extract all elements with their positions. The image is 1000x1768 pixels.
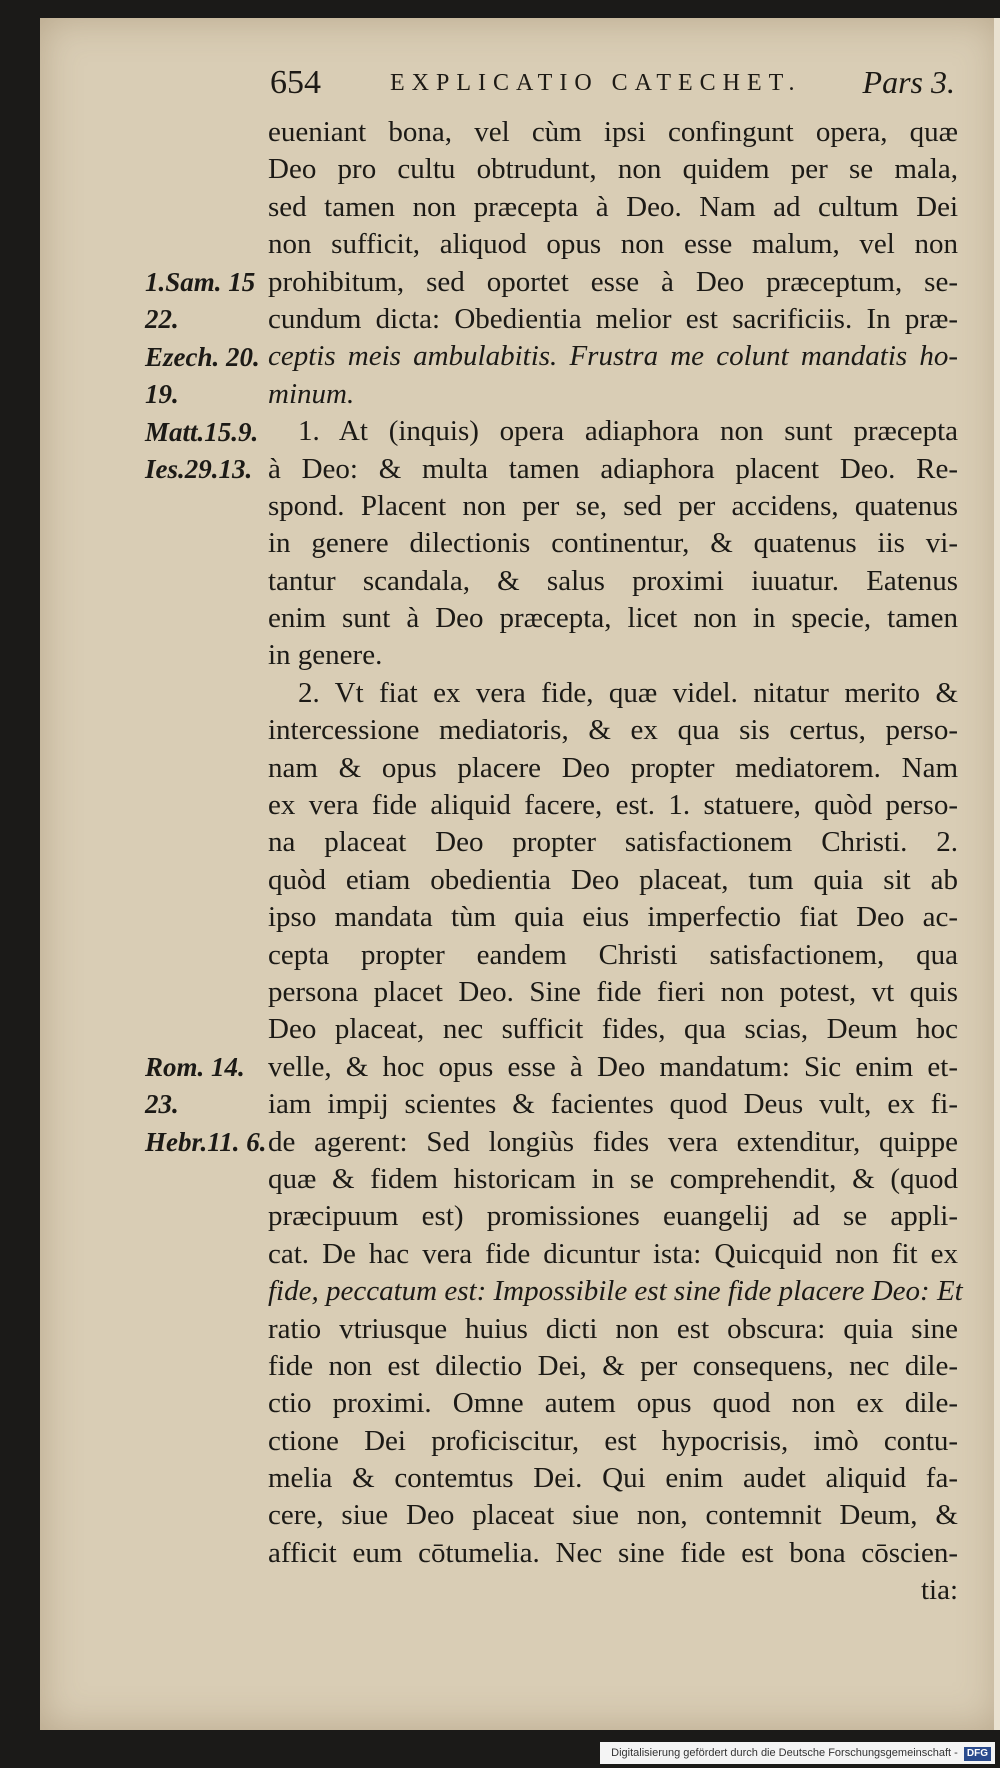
margin-note: 19. <box>145 379 179 410</box>
margin-note: Ezech. 20. <box>145 341 260 372</box>
running-title: EXPLICATIO CATECHET. <box>390 70 802 96</box>
body-text <box>268 114 963 1610</box>
text-line: ceptis meis ambulabitis. Frustra me colunt mandatis ho- <box>268 340 958 373</box>
text-line: afficit eum cōtumelia. Nec sine fide est bona cōscien- <box>268 1536 958 1569</box>
text-line: ipso mandata tùm quia eius imperfectio fiat Deo ac- <box>268 901 958 934</box>
margin-note: Matt.15.9. <box>145 416 259 447</box>
text-line: ratio vtriusque huius dicti non est obscura: quia sine <box>268 1312 958 1345</box>
text-line: ex vera fide aliquid facere, est. 1. statuere, quòd perso- <box>268 789 958 822</box>
text-line: tantur scandala, & salus proximi iuuatur. Eatenus <box>268 564 958 597</box>
margin-note: 22. <box>145 304 179 335</box>
text-line: de agerent: Sed longiùs fides vera extenditur, quippe <box>268 1125 958 1158</box>
margin-note: Rom. 14. <box>145 1052 245 1082</box>
margin-note: 23. <box>145 1089 179 1120</box>
text-line: spond. Placent non per se, sed per accidens, quatenus <box>268 489 958 522</box>
text-line: cere, siue Deo placeat siue non, contemnit Deum, & <box>268 1499 958 1532</box>
digitization-footer <box>600 1742 995 1764</box>
catchword: tia: <box>920 1574 958 1607</box>
margin-note: Hebr.11. 6. <box>145 1126 267 1157</box>
book-page <box>40 18 1000 1730</box>
text-line: cepta propter eandem Christi satisfactionem, qua <box>268 938 958 971</box>
text-line: cundum dicta: Obedientia melior est sacrificiis. In præ- <box>268 302 958 335</box>
text-line: in genere. <box>268 639 383 672</box>
text-line: melia & contemtus Dei. Qui enim audet aliquid fa- <box>268 1462 958 1495</box>
text-line: eueniant bona, vel cùm ipsi confingunt opera, quæ <box>268 116 958 148</box>
text-line: sed tamen non præcepta à Deo. Nam ad cultum Dei <box>268 190 958 223</box>
text-line: 2. Vt fiat ex vera fide, quæ videl. nitatur merito & <box>298 676 958 709</box>
page-number: 654 <box>270 64 321 101</box>
page-header <box>260 62 955 110</box>
text-line: fide, peccatum est: Impossibile est sine fide placere Deo: Et <box>268 1275 963 1308</box>
text-line: enim sunt à Deo præcepta, licet non in specie, tamen <box>268 602 958 635</box>
text-line: velle, & hoc opus esse à Deo mandatum: Sic enim et- <box>268 1050 958 1083</box>
text-line: persona placet Deo. Sine fide fieri non potest, vt quis <box>268 975 958 1008</box>
text-line: Deo pro cultu obtrudunt, non quidem per se mala, <box>268 153 958 186</box>
text-line: Deo placeat, nec sufficit fides, qua scias, Deum hoc <box>268 1013 958 1046</box>
dfg-logo: DFG <box>964 1747 991 1761</box>
text-line: cat. De hac vera fide dicuntur ista: Quicquid non fit ex <box>268 1237 958 1270</box>
text-line: non sufficit, aliquod opus non esse malum, vel non <box>268 228 958 261</box>
text-line: à Deo: & multa tamen adiaphora placent Deo. Re- <box>268 452 958 485</box>
text-line: prohibitum, sed oportet esse à Deo præceptum, se- <box>268 265 958 298</box>
text-line: in genere dilectionis continentur, & quatenus iis vi- <box>268 527 958 560</box>
text-line: quòd etiam obedientia Deo placeat, tum quia sit ab <box>268 863 958 896</box>
text-line: 1. At (inquis) opera adiaphora non sunt præcepta <box>298 415 958 448</box>
text-line: ctio proximi. Omne autem opus quod non ex dile- <box>268 1387 958 1420</box>
part-label: Pars 3. <box>862 64 955 100</box>
text-line: minum. <box>268 377 355 410</box>
text-line: intercessione mediatoris, & ex qua sis certus, perso- <box>268 714 958 747</box>
text-line: iam impij scientes & facientes quod Deus vult, ex fi- <box>268 1088 958 1121</box>
footer-text: Digitalisierung gefördert durch die Deutsche Forschungsgemeinschaft - <box>611 1747 958 1759</box>
text-line: nam & opus placere Deo propter mediatorem. Nam <box>268 751 958 784</box>
margin-notes-bottom <box>145 1049 265 1161</box>
margin-notes-top <box>145 264 265 488</box>
text-line: fide non est dilectio Dei, & per consequens, nec dile- <box>268 1349 958 1382</box>
paper-edge <box>994 18 1000 1730</box>
text-line: præcipuum est) promissiones euangelij ad se appli- <box>268 1200 958 1233</box>
text-line: ctione Dei proficiscitur, est hypocrisis, imò contu- <box>268 1424 958 1457</box>
margin-note: Ies.29.13. <box>145 453 253 484</box>
text-line: na placeat Deo propter satisfactionem Christi. 2. <box>268 826 958 859</box>
margin-note: 1.Sam. 15 <box>145 267 256 297</box>
text-line: quæ & fidem historicam in se comprehendit, & (quod <box>268 1162 958 1195</box>
